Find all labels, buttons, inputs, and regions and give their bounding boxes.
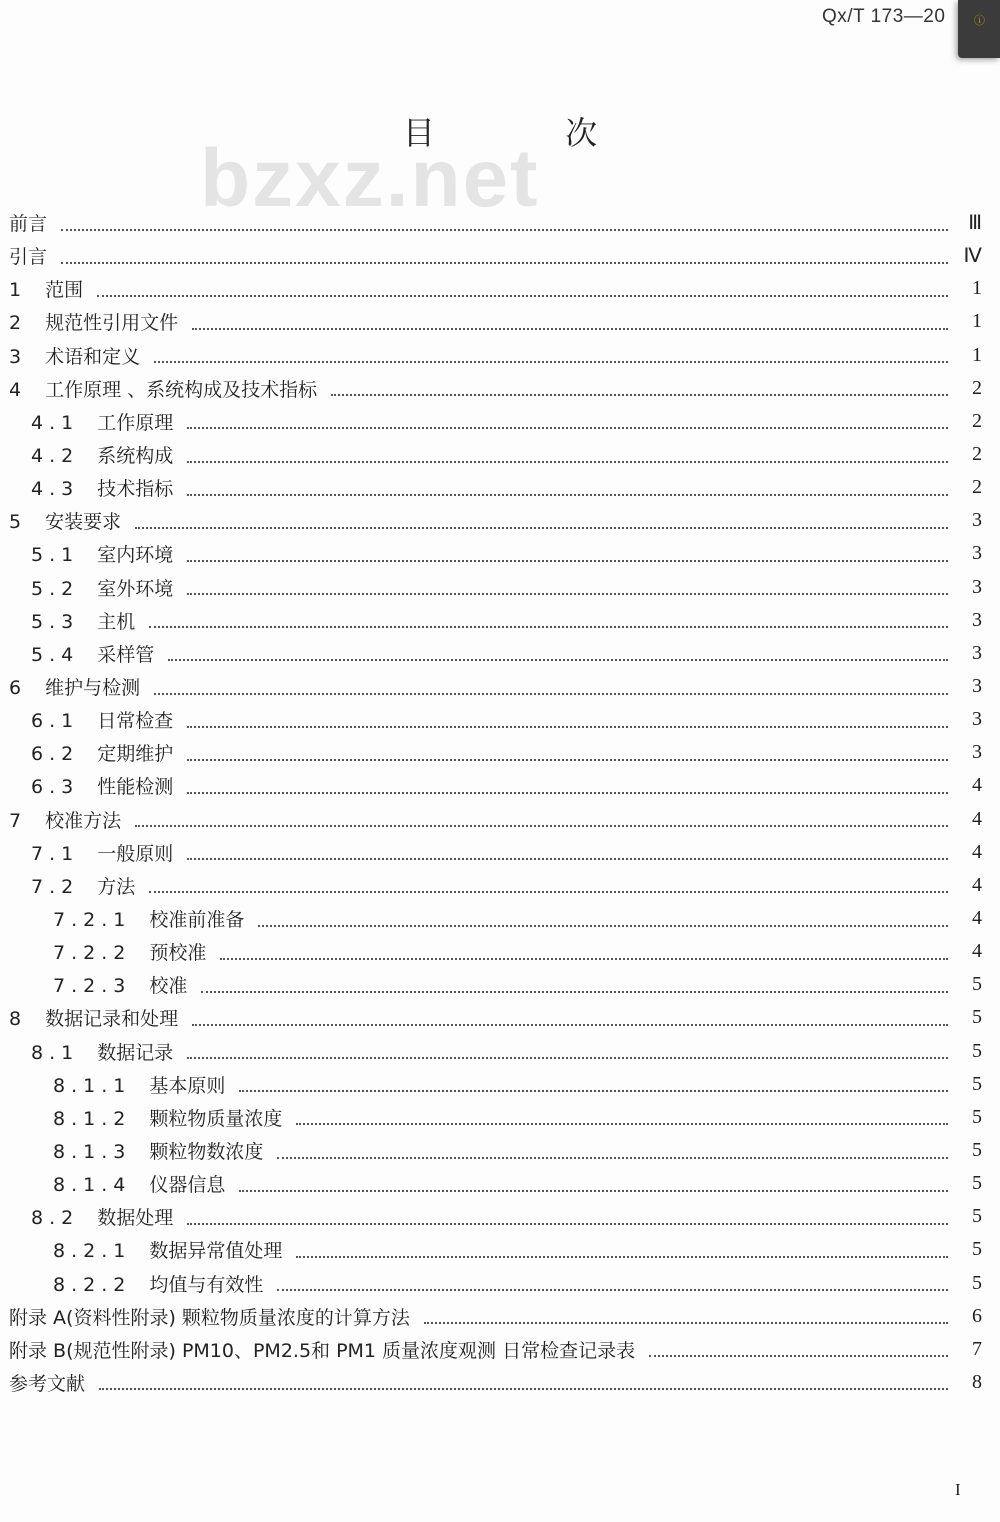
toc-entry[interactable]	[0, 438, 1000, 471]
toc-entry-title: 数据处理	[97, 1207, 174, 1230]
toc-entry-title: 术语和定义	[45, 345, 141, 368]
toc-entry[interactable]	[0, 1134, 1000, 1167]
toc-entry-label	[31, 1203, 173, 1230]
toc-entry-number: 4.1	[31, 411, 80, 434]
toc-entry[interactable]	[0, 1267, 1000, 1300]
toc-entry-label	[9, 1369, 85, 1396]
toc-entry-page: 3	[972, 708, 982, 731]
toc-entry-title: 性能检测	[97, 776, 174, 799]
toc-entry-label	[31, 474, 173, 501]
dot-leader	[135, 527, 948, 529]
toc-entry-title: 颗粒物质量浓度	[149, 1107, 283, 1130]
toc-entry-label	[31, 574, 173, 601]
dot-leader	[187, 461, 948, 463]
toc-entry-label	[31, 540, 173, 567]
toc-entry-label	[9, 308, 178, 335]
dot-leader	[187, 1057, 948, 1059]
toc-entry-title: 方法	[97, 875, 136, 898]
toc-entry[interactable]	[0, 504, 1000, 537]
toc-entry-label	[53, 971, 187, 998]
toc-entry[interactable]	[0, 670, 1000, 703]
toc-entry-page: Ⅲ	[968, 212, 982, 235]
toc-entry-number: 7.2.2	[53, 942, 132, 965]
toc-entry-page: 6	[972, 1304, 982, 1327]
toc-entry-page: 5	[972, 1238, 982, 1261]
toc-entry-number: 6.1	[31, 710, 80, 733]
toc-entry[interactable]	[0, 272, 1000, 305]
toc-entry[interactable]	[0, 1035, 1000, 1068]
dot-leader	[187, 759, 948, 761]
toc-entry-title: 均值与有效性	[149, 1273, 264, 1296]
toc-entry-label	[53, 905, 244, 932]
toc-entry-title: 数据记录	[97, 1041, 174, 1064]
toc-entry-number: 4.3	[31, 478, 80, 501]
toc-entry-page: 3	[972, 741, 982, 764]
toc-entry-title: 技术指标	[97, 478, 174, 501]
dot-leader	[149, 891, 948, 893]
toc-entry-label	[9, 1336, 635, 1363]
toc-entry[interactable]	[0, 405, 1000, 438]
toc-entry-number: 6.3	[31, 776, 80, 799]
toc-entry-title: 规范性引用文件	[45, 312, 179, 335]
dot-leader	[277, 1289, 948, 1291]
toc-entry[interactable]	[0, 239, 1000, 272]
toc-entry[interactable]	[0, 372, 1000, 405]
toc-entry-page: 5	[972, 1039, 982, 1062]
toc-entry-label	[31, 607, 135, 634]
toc-entry[interactable]	[0, 769, 1000, 802]
toc-entry-title: 安装要求	[45, 511, 122, 534]
toc-entry-page: Ⅳ	[963, 245, 982, 268]
toc-entry-title: 附录 B(规范性附录) PM10、PM2.5和 PM1 质量浓度观测 日常检查记录表	[9, 1339, 636, 1362]
toc-entry-page: 3	[972, 575, 982, 598]
toc-entry-title: 范围	[45, 279, 84, 302]
watermark: bzxz.net	[200, 133, 540, 224]
toc-entry-page: 1	[972, 277, 982, 300]
toc-entry-page: 1	[972, 343, 982, 366]
toc-entry[interactable]	[0, 1200, 1000, 1233]
toc-entry-title: 室内环境	[97, 544, 174, 567]
toc-entry-number: 3	[9, 345, 28, 368]
toc-entry[interactable]	[0, 803, 1000, 836]
toc-entry[interactable]	[0, 305, 1000, 338]
toc-entry[interactable]	[0, 902, 1000, 935]
toc-entry[interactable]	[0, 1333, 1000, 1366]
toc-entry-page: 2	[972, 376, 982, 399]
toc-entry-page: 4	[972, 807, 982, 830]
toc-entry-label	[53, 1170, 225, 1197]
dot-leader	[331, 394, 948, 396]
toc-entry-page: 5	[972, 973, 982, 996]
toc-entry-title: 数据记录和处理	[45, 1008, 179, 1031]
toc-entry-label	[31, 1038, 173, 1065]
toc-entry-page: 4	[972, 873, 982, 896]
standard-code: Qx/T 173—20	[822, 6, 946, 27]
toc-entry-page: 8	[972, 1370, 982, 1393]
toc-entry-page: 3	[972, 509, 982, 532]
toc-entry-label	[31, 640, 154, 667]
toc-entry-title: 预校准	[149, 942, 207, 965]
toc-entry-label	[31, 408, 173, 435]
table-of-contents	[0, 206, 1000, 1399]
dot-leader	[296, 1123, 948, 1125]
toc-entry[interactable]	[0, 571, 1000, 604]
toc-entry-title: 引言	[9, 246, 48, 269]
dot-leader	[187, 494, 948, 496]
toc-entry[interactable]	[0, 1001, 1000, 1034]
toc-entry-label	[9, 242, 47, 269]
toc-entry-title: 校准前准备	[149, 909, 245, 932]
toc-entry[interactable]	[0, 736, 1000, 769]
toc-entry-number: 6	[9, 677, 28, 700]
toc-entry-title: 系统构成	[97, 445, 174, 468]
toc-entry-page: 4	[972, 840, 982, 863]
toc-entry-title: 基本原则	[149, 1074, 226, 1097]
dot-leader	[424, 1322, 948, 1324]
toc-entry-page: 2	[972, 409, 982, 432]
info-icon: ⓘ	[974, 14, 985, 27]
toc-entry-number: 8.1.2	[53, 1107, 132, 1130]
toc-entry-number: 7.2.3	[53, 975, 132, 998]
toc-entry[interactable]	[0, 1366, 1000, 1399]
toc-entry-number: 8.1.1	[53, 1074, 132, 1097]
toc-entry[interactable]	[0, 836, 1000, 869]
toc-entry-title: 颗粒物数浓度	[149, 1141, 264, 1163]
page-title: 目 次	[402, 114, 658, 152]
toc-entry-number: 5.1	[31, 544, 80, 567]
dot-leader	[61, 229, 948, 231]
toc-entry[interactable]	[0, 935, 1000, 968]
toc-entry-title: 工作原理 、系统构成及技术指标	[45, 378, 318, 401]
toc-entry[interactable]	[0, 604, 1000, 637]
toc-entry-label	[9, 342, 140, 369]
dot-leader	[277, 1157, 948, 1159]
toc-entry-title: 一般原则	[97, 842, 174, 865]
toc-entry-label	[31, 739, 173, 766]
dot-leader	[258, 925, 948, 927]
toc-entry-number: 8.1.4	[53, 1174, 132, 1197]
toc-entry-page: 5	[972, 1105, 982, 1128]
toc-entry-label	[9, 375, 317, 402]
dot-leader	[649, 1355, 948, 1357]
dot-leader	[239, 1190, 948, 1192]
dot-leader	[192, 1024, 948, 1026]
toc-entry-number: 1	[9, 279, 28, 302]
toc-entry-title: 前言	[9, 213, 48, 236]
toc-entry-page: 5	[972, 1006, 982, 1029]
dot-leader	[154, 361, 948, 363]
dot-leader	[99, 1388, 948, 1390]
toc-entry-page: 3	[972, 675, 982, 698]
toc-entry-number: 4	[9, 378, 28, 401]
dot-leader	[220, 958, 948, 960]
toc-entry-label	[53, 1236, 282, 1263]
toc-entry-number: 5.4	[31, 643, 80, 666]
toc-entry[interactable]	[0, 1101, 1000, 1134]
overlay-widget[interactable]	[958, 0, 1000, 58]
dot-leader	[296, 1256, 948, 1258]
toc-entry-page: 3	[972, 608, 982, 631]
toc-entry-title: 工作原理	[97, 411, 174, 434]
dot-leader	[187, 726, 948, 728]
toc-entry-label	[9, 275, 83, 302]
toc-entry-page: 5	[972, 1139, 982, 1161]
dot-leader	[187, 1223, 948, 1225]
toc-entry[interactable]	[0, 1068, 1000, 1101]
toc-entry-title: 校准	[149, 975, 188, 998]
toc-entry-number: 4.2	[31, 445, 80, 468]
toc-entry[interactable]	[0, 968, 1000, 1001]
toc-entry[interactable]	[0, 1233, 1000, 1266]
toc-entry-title: 定期维护	[97, 743, 174, 766]
toc-entry-label	[9, 673, 140, 700]
toc-entry[interactable]	[0, 206, 1000, 239]
toc-entry-page: 2	[972, 476, 982, 499]
dot-leader	[187, 560, 948, 562]
toc-entry-label	[53, 1071, 225, 1098]
toc-entry-label	[9, 806, 121, 833]
toc-entry-page: 4	[972, 774, 982, 797]
toc-entry[interactable]	[0, 339, 1000, 372]
toc-entry-label	[9, 1303, 410, 1330]
toc-entry-title: 校准方法	[45, 809, 122, 832]
toc-entry-number: 6.2	[31, 743, 80, 766]
toc-entry-label	[31, 839, 173, 866]
toc-entry-page: 4	[972, 907, 982, 930]
toc-entry-label	[53, 1270, 263, 1297]
toc-entry-number: 8.2.1	[53, 1240, 132, 1263]
toc-entry-number: 5.3	[31, 610, 80, 633]
toc-entry-number: 8.2	[31, 1207, 80, 1230]
toc-entry-page: 3	[972, 641, 982, 664]
toc-entry-label	[9, 507, 121, 534]
toc-entry[interactable]	[0, 869, 1000, 902]
dot-leader	[168, 659, 948, 661]
dot-leader	[97, 295, 948, 297]
toc-entry[interactable]	[0, 1300, 1000, 1333]
dot-leader	[192, 328, 948, 330]
toc-entry-number: 8.2.2	[53, 1273, 132, 1296]
dot-leader	[187, 792, 948, 794]
toc-entry-page: 7	[972, 1337, 982, 1360]
toc-entry-label	[31, 772, 173, 799]
toc-entry-label	[53, 938, 206, 965]
toc-entry-page: 3	[972, 542, 982, 565]
toc-entry-title: 维护与检测	[45, 677, 141, 700]
toc-entry-label	[31, 872, 135, 899]
toc-entry-number: 7.2.1	[53, 909, 132, 932]
toc-entry-page: 2	[972, 443, 982, 466]
toc-entry-label	[31, 441, 173, 468]
toc-entry-number: 7	[9, 809, 28, 832]
toc-entry-page: 5	[972, 1271, 982, 1294]
toc-entry[interactable]	[0, 1167, 1000, 1200]
dot-leader	[187, 858, 948, 860]
toc-entry-number: 8.1	[31, 1041, 80, 1064]
dot-leader	[135, 825, 948, 827]
dot-leader	[149, 626, 948, 628]
toc-entry-label	[9, 1004, 178, 1031]
toc-entry[interactable]	[0, 637, 1000, 670]
toc-entry-label	[31, 706, 173, 733]
toc-entry-number: 2	[9, 312, 28, 335]
dot-leader	[201, 991, 948, 993]
toc-entry-number: 8	[9, 1008, 28, 1031]
dot-leader	[187, 593, 948, 595]
toc-entry-number: 8.1.3	[53, 1141, 132, 1163]
toc-entry-number: 5	[9, 511, 28, 534]
toc-entry-title: 数据异常值处理	[149, 1240, 283, 1263]
toc-entry-page: 4	[972, 940, 982, 963]
toc-entry-page: 1	[972, 310, 982, 333]
toc-entry-number: 5.2	[31, 577, 80, 600]
toc-entry-title: 附录 A(资料性附录) 颗粒物质量浓度的计算方法	[9, 1306, 410, 1329]
toc-entry-title: 参考文献	[9, 1372, 86, 1395]
toc-entry[interactable]	[0, 703, 1000, 736]
toc-entry-label	[53, 1104, 282, 1131]
toc-entry-number: 7.1	[31, 842, 80, 865]
dot-leader	[239, 1090, 948, 1092]
toc-entry-page: 5	[972, 1172, 982, 1195]
toc-entry-title: 日常检查	[97, 710, 174, 733]
toc-entry-label	[53, 1137, 263, 1164]
toc-entry-title: 室外环境	[97, 577, 174, 600]
toc-entry-title: 主机	[97, 610, 136, 633]
dot-leader	[187, 427, 948, 429]
toc-entry-page: 5	[972, 1072, 982, 1095]
dot-leader	[154, 693, 948, 695]
page-number: I	[955, 1480, 961, 1499]
toc-entry-label	[9, 209, 47, 236]
toc-entry[interactable]	[0, 537, 1000, 570]
toc-entry-page: 5	[972, 1205, 982, 1228]
toc-entry-number: 7.2	[31, 875, 80, 898]
toc-entry-title: 仪器信息	[149, 1174, 226, 1197]
dot-leader	[61, 262, 948, 264]
toc-entry[interactable]	[0, 471, 1000, 504]
toc-entry-title: 采样管	[97, 643, 155, 666]
